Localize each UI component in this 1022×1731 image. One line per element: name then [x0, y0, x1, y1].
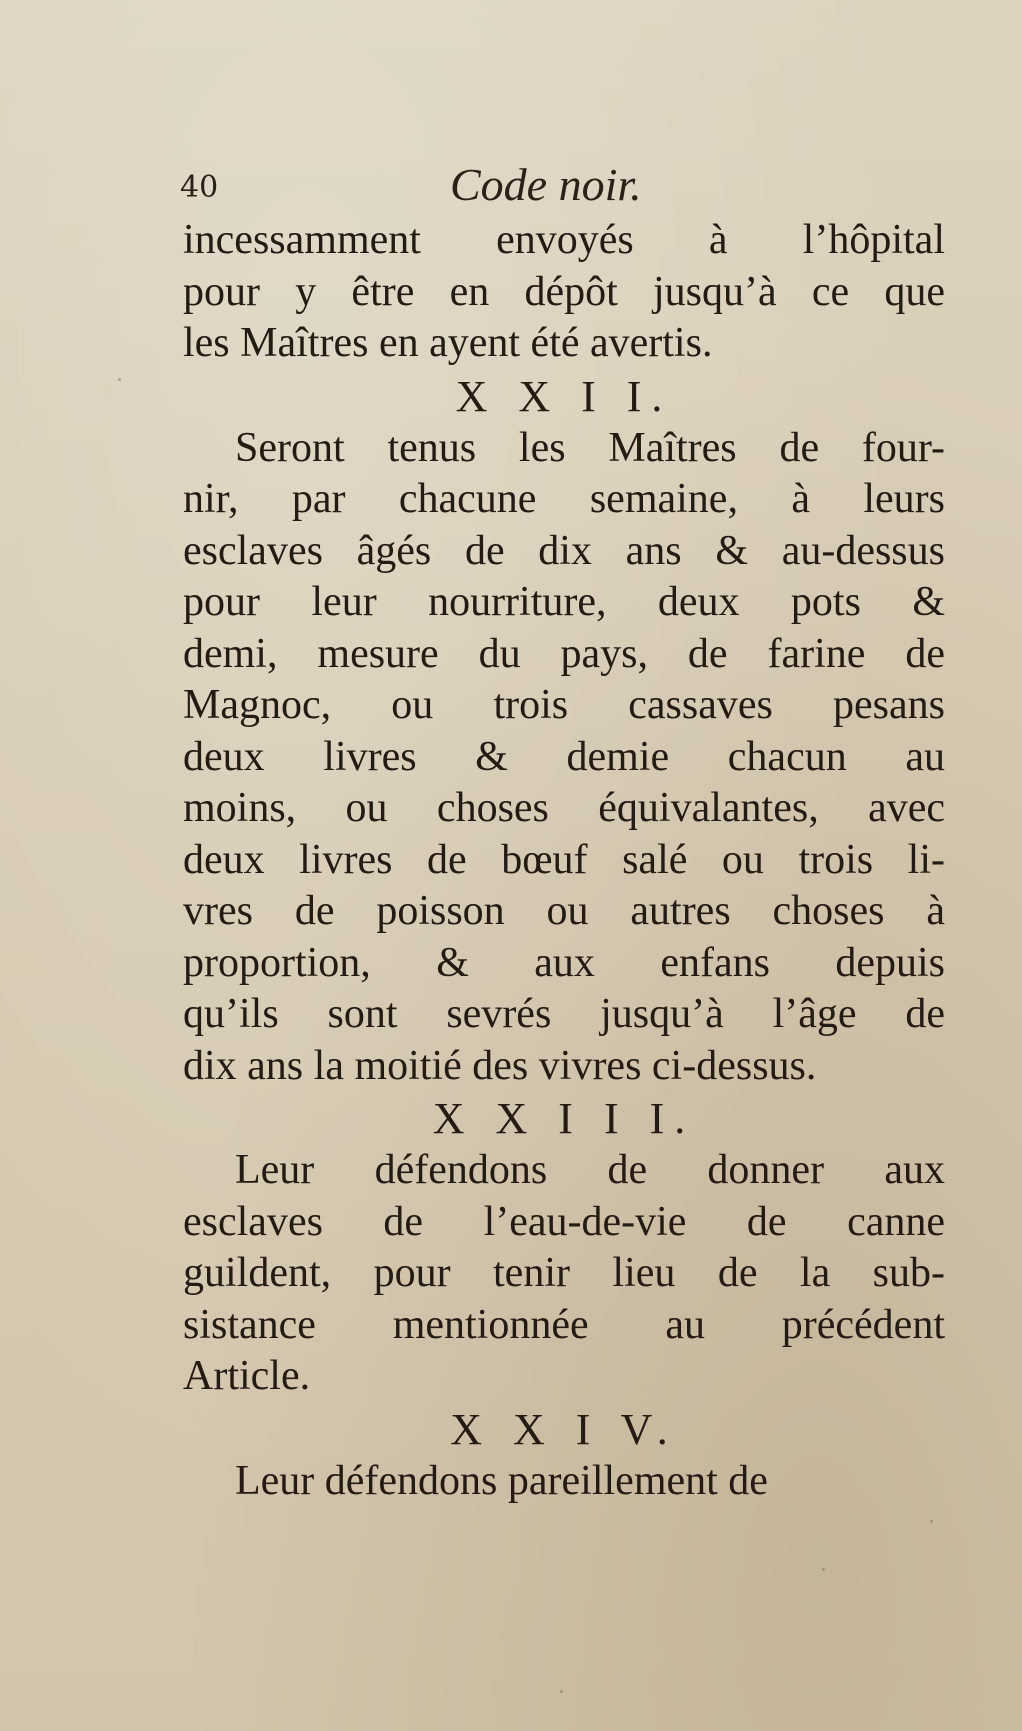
text-line: dix ans la moitié des vivres ci-dessus.	[183, 1042, 817, 1089]
text-line: Article.	[183, 1353, 311, 1399]
text-line: Seront tenus les Maîtres de four-	[235, 424, 945, 471]
article-heading: X X I I I.	[432, 1094, 696, 1143]
paper-speck	[822, 1568, 825, 1571]
text-line: pour leur nourriture, deux pots &	[183, 579, 945, 625]
text-line: esclaves de l’eau-de-vie de canne	[183, 1198, 945, 1245]
paper-speck	[560, 1690, 563, 1693]
text-line: demi, mesure du pays, de farine de	[183, 630, 945, 677]
paper-speck	[118, 378, 121, 381]
text-line: pour y être en dépôt jusqu’à ce que	[183, 268, 945, 315]
page-header	[180, 150, 960, 210]
body-text	[183, 215, 945, 1507]
page-number: 40	[180, 170, 219, 205]
text-line: proportion, & aux enfans depuis	[183, 939, 945, 986]
text-line: vres de poisson ou autres choses à	[183, 888, 945, 934]
text-line: moins, ou choses équivalantes, avec	[183, 785, 945, 831]
article-heading: X X I I.	[455, 371, 673, 421]
text-line: incessamment envoyés à l’hôpital	[183, 217, 945, 263]
text-line: deux livres & demie chacun au	[183, 733, 945, 780]
text-line: qu’ils sont sevrés jusqu’à l’âge de	[183, 991, 945, 1037]
text-line: esclaves âgés de dix ans & au-dessus	[183, 527, 945, 574]
text-line: Leur défendons de donner aux	[235, 1147, 945, 1193]
text-line: deux livres de bœuf salé ou trois li-	[183, 836, 945, 883]
paper-speck	[930, 1520, 933, 1523]
text-line: Magnoc, ou trois cassaves pesans	[183, 682, 945, 728]
text-line: sistance mentionnée au précédent	[183, 1301, 945, 1348]
running-title: Code noir.	[450, 159, 642, 210]
article-heading: X X I V.	[450, 1404, 678, 1454]
text-line: les Maîtres en ayent été avertis.	[183, 320, 713, 366]
text-line: guildent, pour tenir lieu de la sub-	[183, 1250, 945, 1296]
text-line: Leur défendons pareillement de	[235, 1457, 768, 1504]
text-line: nir, par chacune semaine, à leurs	[183, 476, 945, 522]
